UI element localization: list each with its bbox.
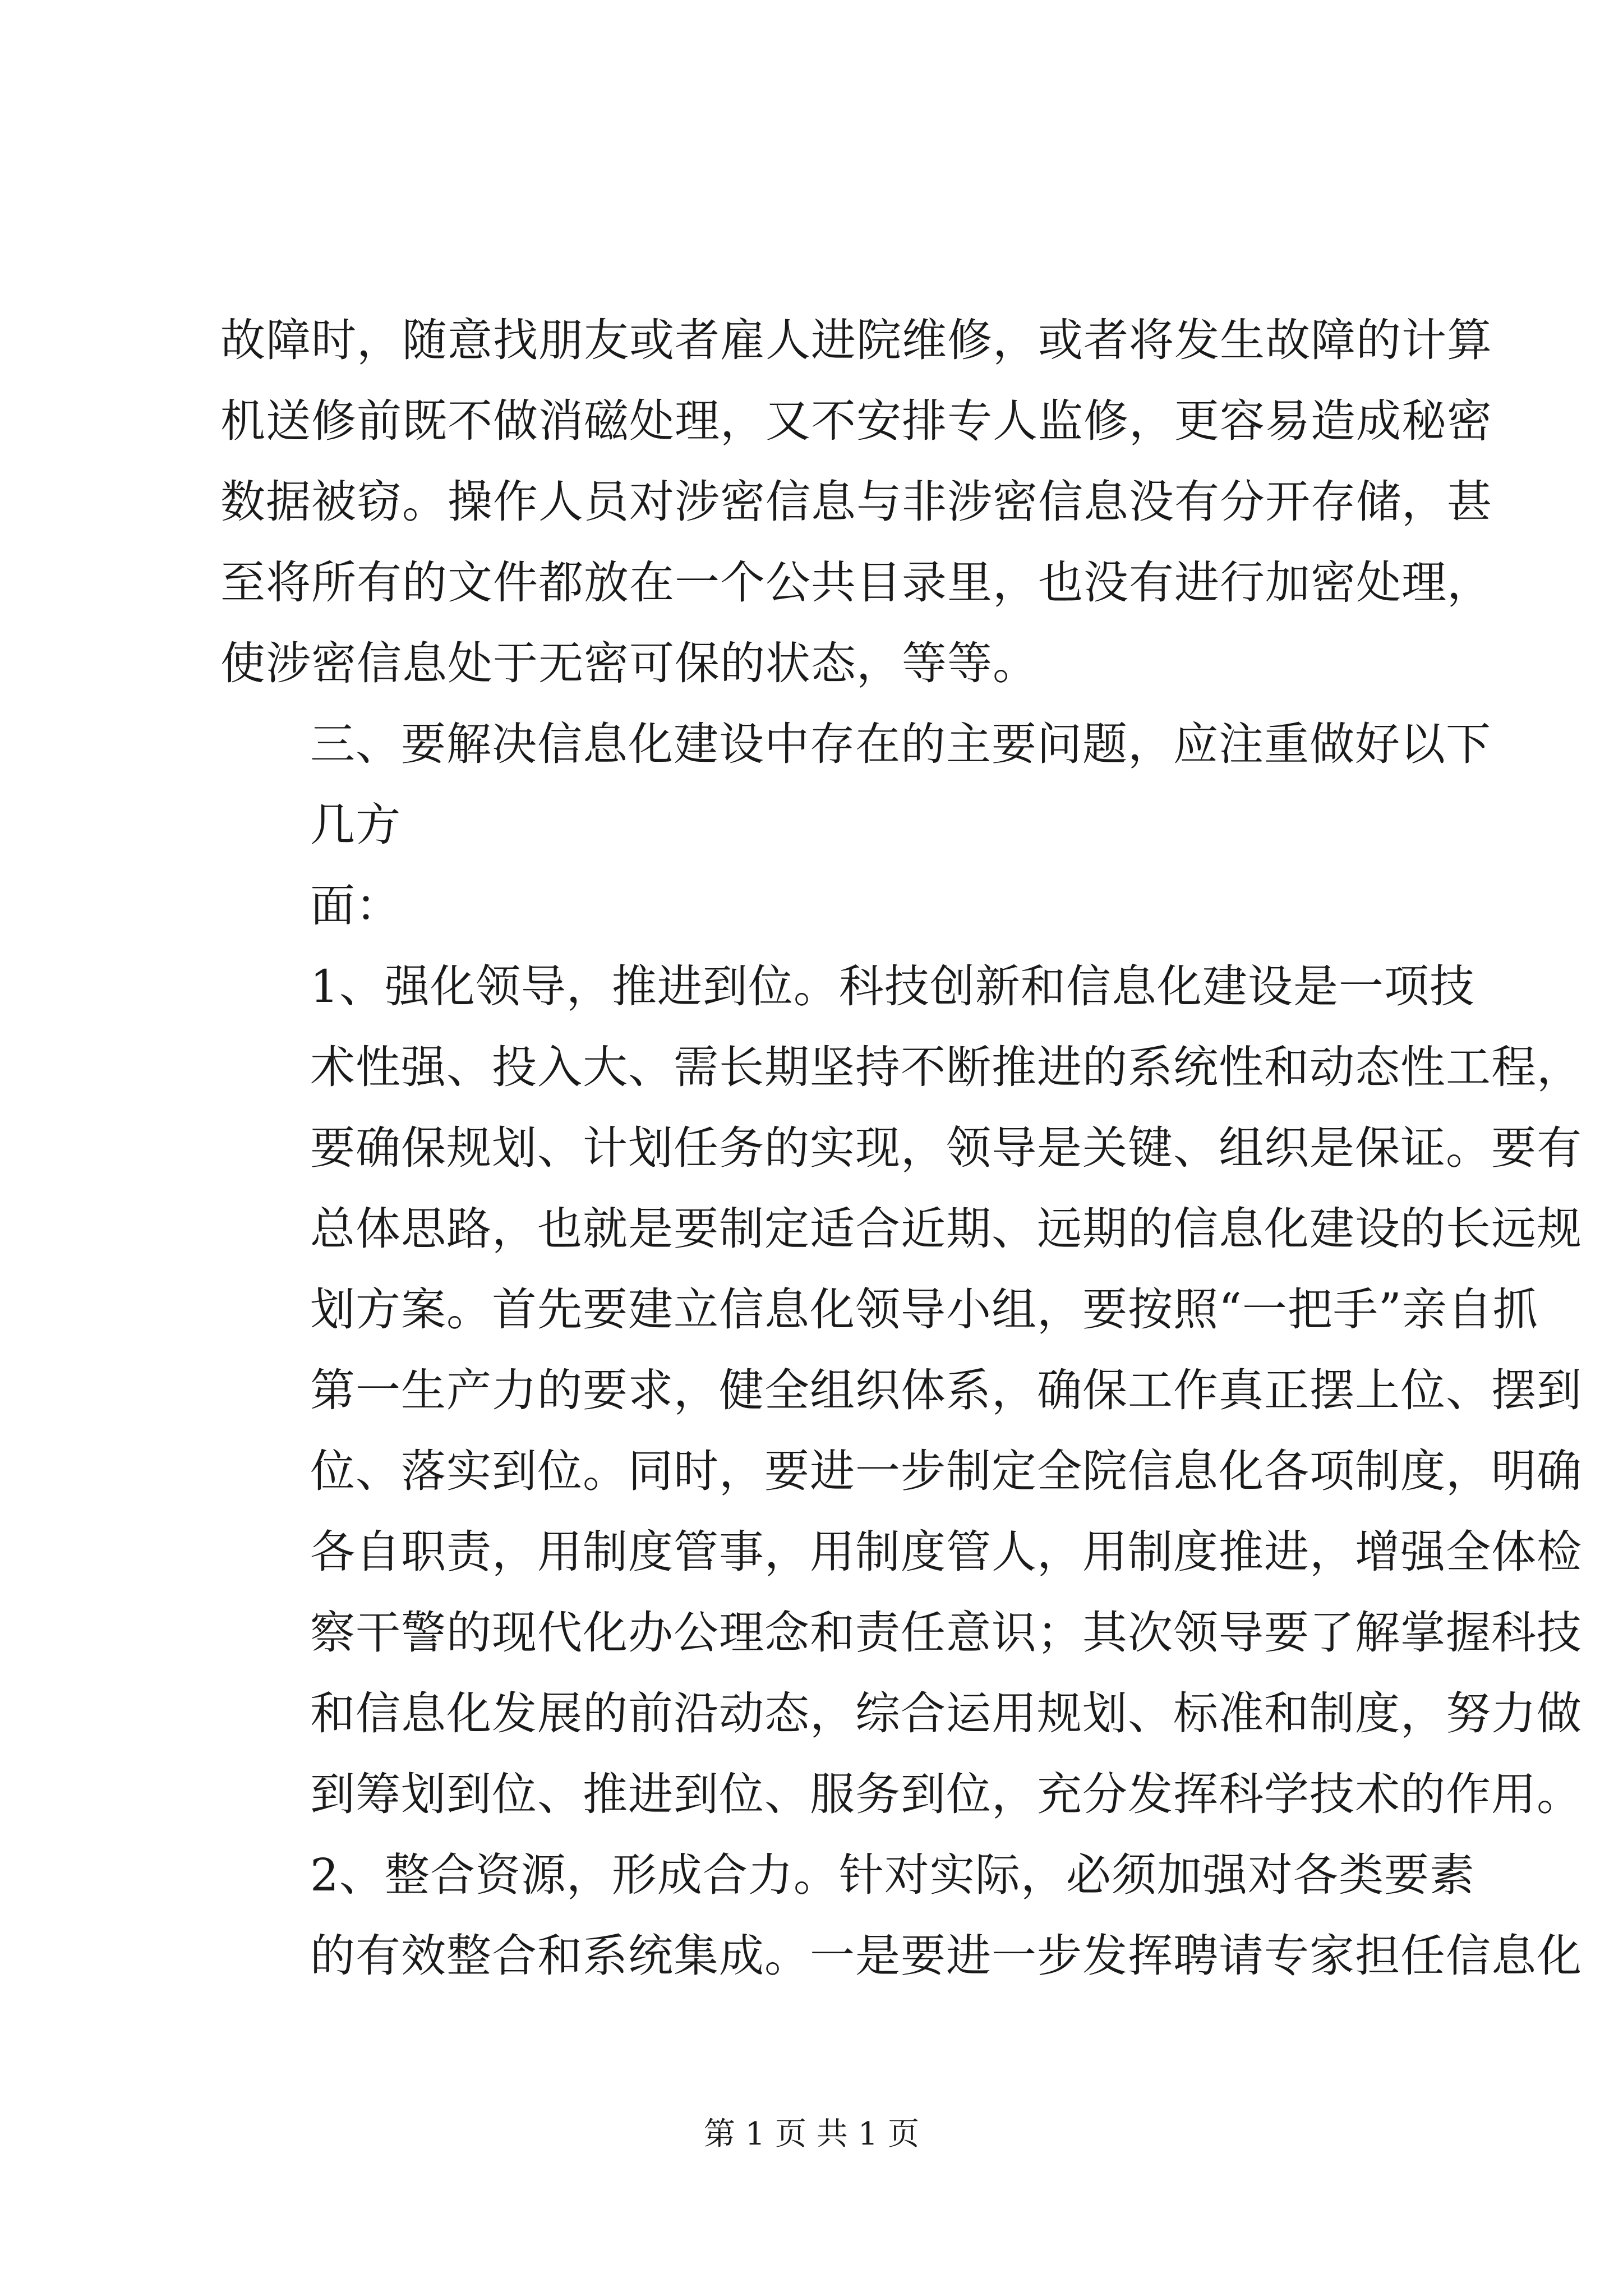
text-line: 总体思路，也就是要制定适合近期、远期的信息化建设的长远规 — [310, 1203, 1582, 1255]
document-body — [220, 300, 1582, 1996]
paragraph — [220, 300, 1492, 704]
text-line: 机送修前既不做消磁处理，又不安排专人监修，更容易造成秘密 — [220, 395, 1492, 447]
text-line: 的有效整合和系统集成。一是要进一步发挥聘请专家担任信息化 — [310, 1930, 1582, 1982]
page-footer: 第 1 页 共 1 页 — [703, 2116, 920, 2152]
text-line: 三、要解决信息化建设中存在的主要问题，应注重做好以下 — [310, 718, 1491, 770]
text-line: 至将所有的文件都放在一个公共目录里，也没有进行加密处理， — [220, 556, 1492, 609]
text-line: 数据被窃。操作人员对涉密信息与非涉密信息没有分开存储，甚 — [220, 476, 1492, 528]
text-line: 使涉密信息处于无密可保的状态，等等。 — [220, 637, 1038, 689]
text-line: 划方案。首先要建立信息化领导小组，要按照“一把手”亲自抓 — [310, 1283, 1538, 1336]
text-line: 位、落实到位。同时，要进一步制定全院信息化各项制度，明确 — [310, 1445, 1582, 1497]
text-line: 术性强、投入大、需长期坚持不断推进的系统性和动态性工程， — [310, 1041, 1582, 1093]
text-line: 察干警的现代化办公理念和责任意识；其次领导要了解掌握科技 — [310, 1607, 1582, 1659]
text-line: 和信息化发展的前沿动态，综合运用规划、标准和制度，努力做 — [310, 1687, 1582, 1740]
paragraph — [220, 1835, 1582, 1996]
paragraph — [220, 866, 1432, 946]
text-line: 到筹划到位、推进到位、服务到位，充分发挥科学技术的作用。 — [310, 1768, 1582, 1820]
text-line: 面： — [310, 880, 401, 932]
text-line: 要确保规划、计划任务的实现，领导是关键、组织是保证。要有 — [310, 1122, 1582, 1174]
text-line: 第一生产力的要求，健全组织体系，确保工作真正摆上位、摆到 — [310, 1364, 1582, 1416]
paragraph — [220, 704, 1491, 866]
paragraph — [220, 946, 1582, 1835]
text-line: 1、强化领导，推进到位。科技创新和信息化建设是一项技 — [310, 960, 1475, 1013]
text-line: 2、整合资源，形成合力。针对实际，必须加强对各类要素 — [310, 1849, 1475, 1901]
text-line: 各自职责，用制度管事，用制度管人，用制度推进，增强全体检 — [310, 1526, 1582, 1578]
text-line: 故障时，随意找朋友或者雇人进院维修，或者将发生故障的计算 — [220, 314, 1492, 366]
text-line: 几方 — [310, 799, 401, 851]
